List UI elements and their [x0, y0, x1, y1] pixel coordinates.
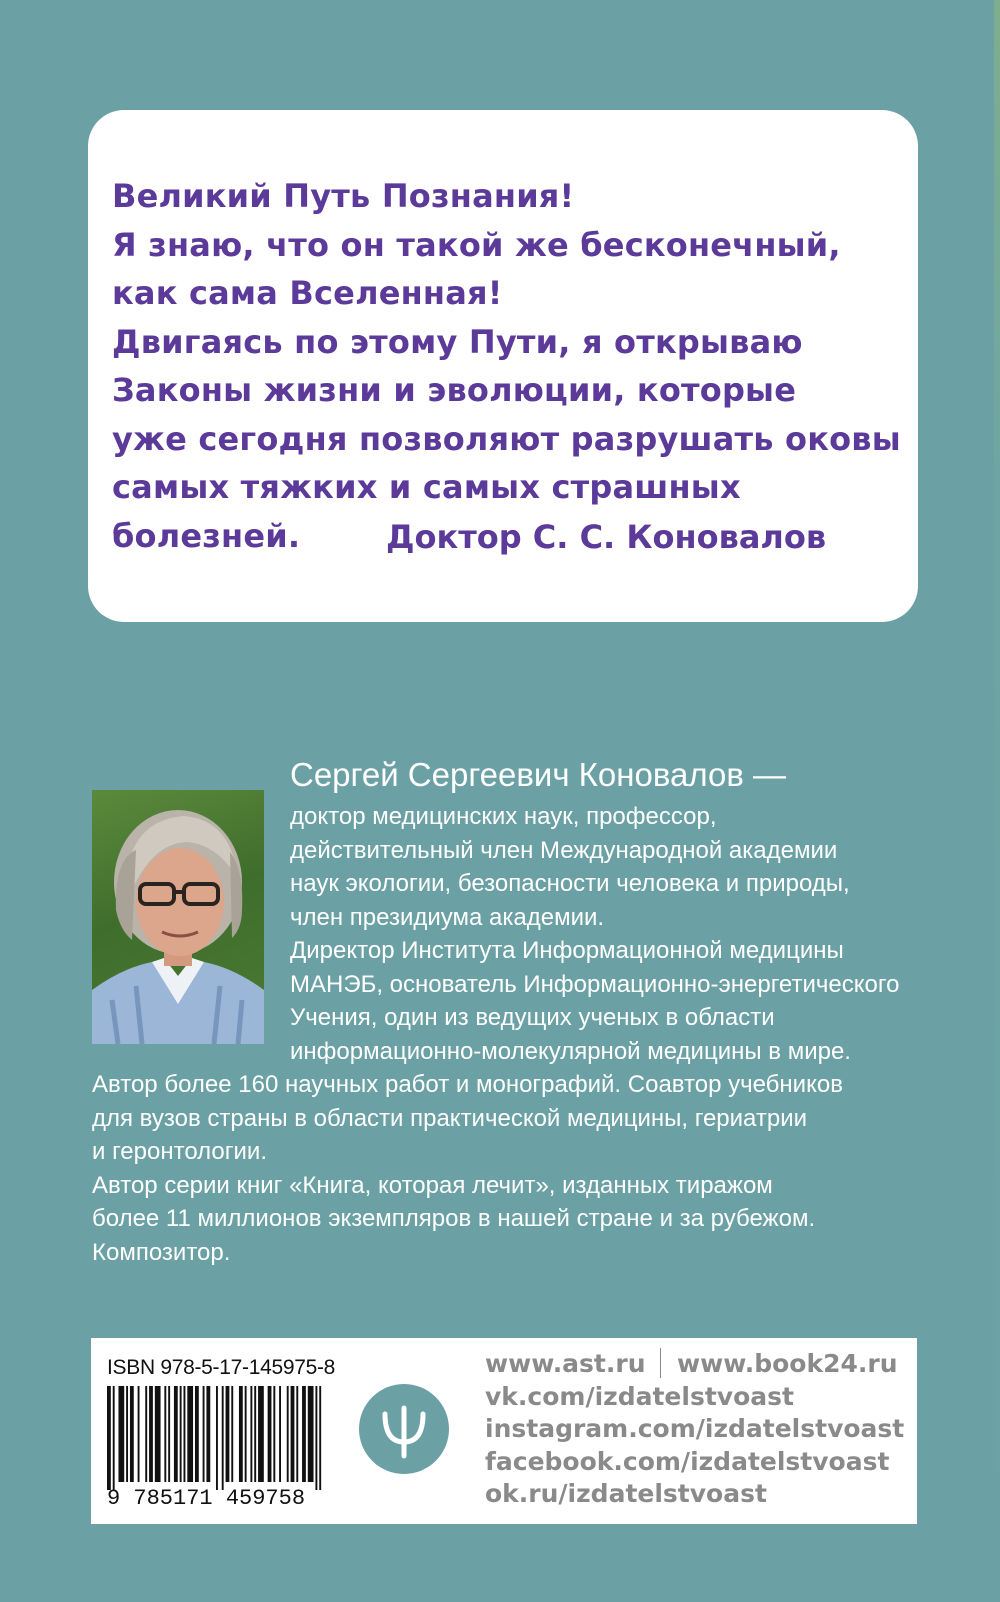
bio-line: Учения, один из ведущих ученых в области — [290, 1004, 775, 1031]
quote-line: самых тяжких и самых страшных болезней. — [112, 468, 741, 555]
quote-panel — [88, 110, 918, 622]
bio-line: информационно-молекулярной медицины в мире. — [290, 1037, 851, 1065]
barcode-bar — [107, 1386, 111, 1490]
bio-line: Директор Института Информационной медицины — [290, 937, 844, 964]
bio-line: и геронтологии. — [92, 1138, 267, 1165]
links-row-websites — [485, 1348, 904, 1381]
link-book24[interactable]: www.book24.ru — [677, 1349, 898, 1378]
barcode-bar — [195, 1386, 199, 1482]
author-photo — [92, 790, 264, 1044]
barcode-bar — [254, 1386, 256, 1482]
barcode-bar — [130, 1386, 134, 1482]
publisher-links — [485, 1348, 904, 1511]
barcode — [107, 1386, 325, 1490]
link-instagram[interactable]: instagram.com/izdatelstvoast — [485, 1414, 905, 1443]
publisher-footer — [91, 1338, 917, 1524]
bio-line: наук экологии, безопасности человека и природы, — [290, 870, 850, 897]
barcode-bar — [296, 1386, 298, 1482]
bio-line: Композитор. — [92, 1238, 231, 1266]
barcode-digits: 9 785171 459758 — [107, 1486, 306, 1511]
barcode-bar — [149, 1386, 153, 1482]
barcode-bar — [291, 1386, 295, 1482]
bio-line: более 11 миллионов экземпляров в нашей стране и за рубежом. — [92, 1205, 816, 1232]
barcode-bar — [183, 1386, 185, 1482]
author-portrait-illustration — [92, 790, 264, 1044]
barcode-bar — [315, 1386, 317, 1490]
bio-line: доктор медицинских наук, профессор, — [290, 803, 717, 830]
link-separator — [660, 1348, 662, 1378]
barcode-bar — [222, 1386, 224, 1490]
quote-line: как сама Вселенная! — [112, 274, 503, 312]
cover-edge-strip — [994, 0, 1000, 1602]
barcode-bar — [273, 1386, 275, 1482]
barcode-bar — [258, 1386, 264, 1482]
bio-line: член президиума академии. — [290, 903, 605, 931]
barcode-bar — [113, 1386, 115, 1490]
barcode-bar — [138, 1386, 140, 1482]
barcode-bar — [118, 1386, 124, 1482]
quote-text — [112, 172, 918, 560]
link-ast[interactable]: www.ast.ru — [485, 1349, 646, 1378]
barcode-bar — [206, 1386, 210, 1482]
link-ok[interactable]: ok.ru/izdatelstvoast — [485, 1479, 767, 1508]
barcode-bar — [239, 1386, 243, 1482]
barcode-bar — [155, 1386, 161, 1482]
barcode-bar — [231, 1386, 233, 1482]
quote-line: Законы жизни и эволюции, которые — [112, 371, 797, 409]
psi-symbol — [359, 1384, 449, 1474]
barcode-bar — [250, 1386, 252, 1482]
quote-line: Я знаю, что он такой же бесконечный, — [112, 225, 841, 264]
barcode-bar — [226, 1386, 230, 1482]
barcode-bar — [302, 1386, 306, 1482]
author-bio-wrapped — [290, 800, 899, 1068]
barcode-bar — [268, 1386, 272, 1482]
author-bio-full — [92, 1068, 843, 1269]
barcode-bar — [287, 1386, 289, 1482]
barcode-bar — [180, 1386, 182, 1482]
bio-line: Автор серии книг «Книга, которая лечит», изданных тиражом — [92, 1171, 773, 1199]
author-name: Сергей Сергеевич Коновалов — — [290, 756, 787, 793]
barcode-bar — [245, 1386, 247, 1482]
barcode-bar — [216, 1386, 218, 1490]
barcode-bar — [145, 1386, 147, 1482]
link-facebook[interactable]: facebook.com/izdatelstvoast — [485, 1446, 890, 1476]
bio-line: действительный член Международной академии — [290, 836, 838, 864]
quote-line: уже сегодня позволяют разрушать оковы — [112, 419, 901, 458]
barcode-bar — [174, 1386, 178, 1482]
psi-logo-icon — [359, 1384, 449, 1474]
barcode-bar — [203, 1386, 205, 1482]
barcode-bar — [168, 1386, 170, 1482]
bio-line: для вузов страны в области практической медицины, гериатрии — [92, 1104, 808, 1132]
barcode-bar — [308, 1386, 314, 1482]
bio-line: Автор более 160 научных работ и монографий. Соавтор учебников — [92, 1071, 843, 1098]
quote-author: Доктор С. С. Коновалов — [386, 518, 827, 556]
isbn-label: ISBN 978-5-17-145975-8 — [107, 1356, 336, 1379]
barcode-bar — [279, 1386, 281, 1482]
barcode-bar — [319, 1386, 321, 1490]
quote-line: Двигаясь по этому Пути, я открываю — [112, 322, 803, 361]
link-vk[interactable]: vk.com/izdatelstvoast — [485, 1381, 794, 1411]
quote-line: Великий Путь Познания! — [112, 177, 575, 215]
barcode-bar — [126, 1386, 128, 1482]
bio-line: МАНЭБ, основатель Информационно-энергетического — [290, 970, 900, 998]
barcode-bar — [164, 1386, 166, 1482]
barcode-bar — [187, 1386, 193, 1482]
